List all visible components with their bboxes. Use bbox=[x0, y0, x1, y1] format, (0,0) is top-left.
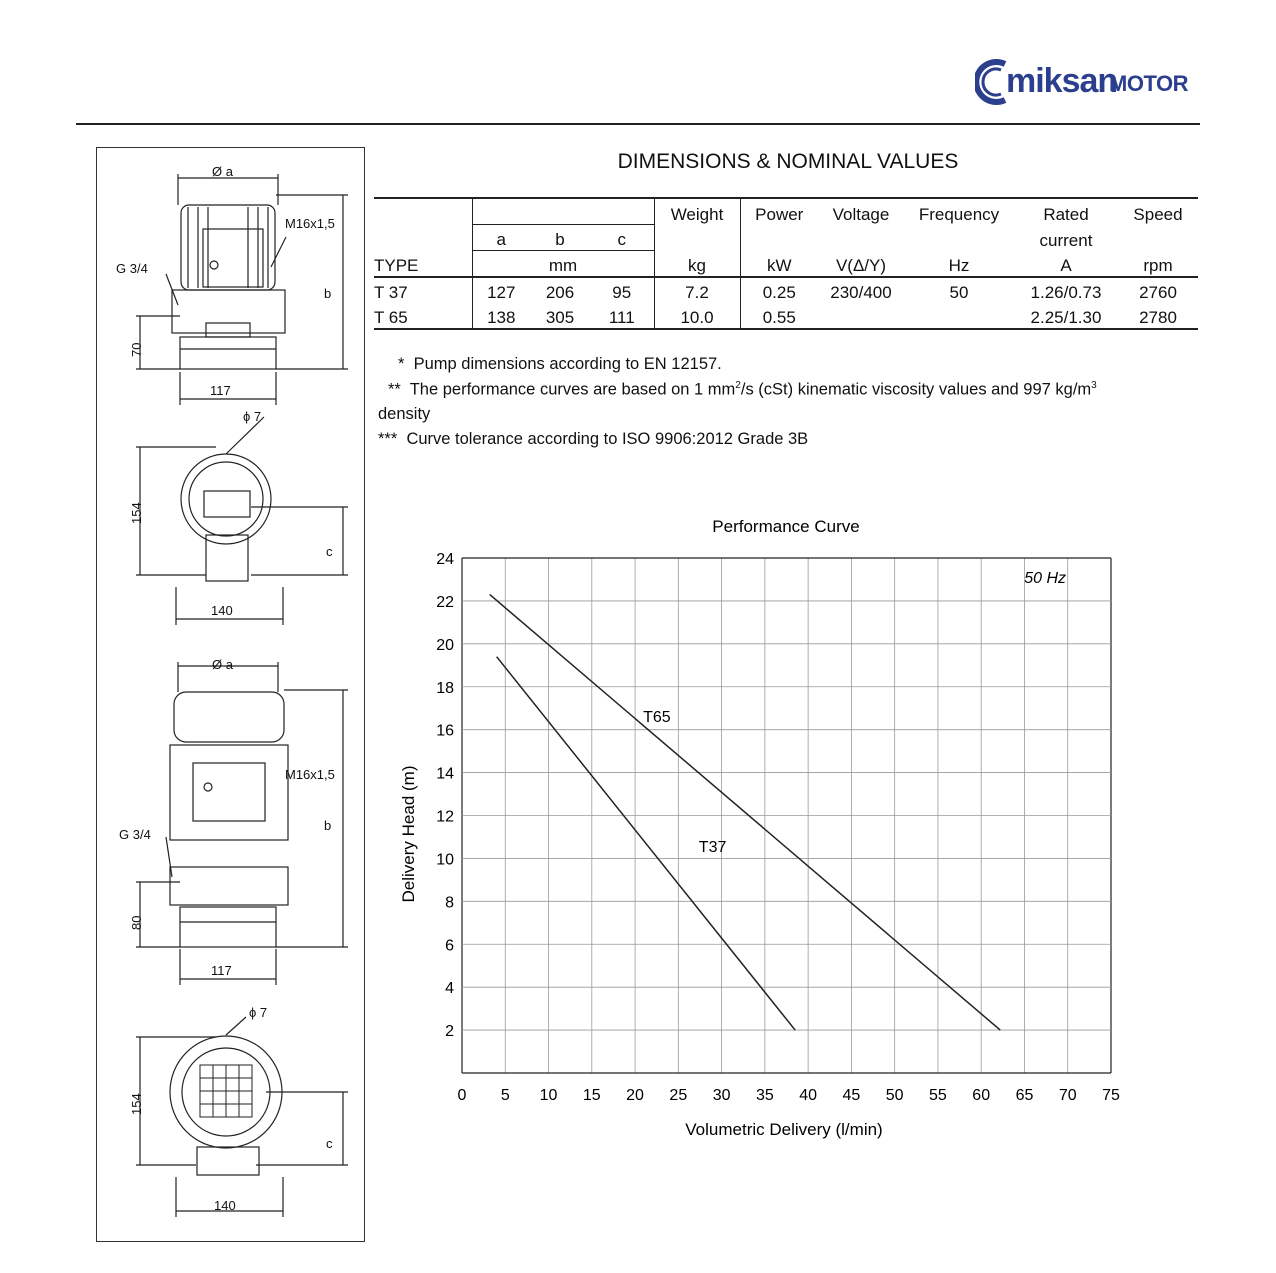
dim-diameter-a: Ø a bbox=[212, 164, 233, 179]
dim-w140: 140 bbox=[211, 603, 233, 618]
x-tick-label: 55 bbox=[929, 1087, 947, 1104]
dim-h154-2: 154 bbox=[129, 1093, 144, 1115]
note-2-text-b: /s (cSt) kinematic viscosity values and 997 kg/m bbox=[740, 380, 1092, 399]
y-tick-label: 2 bbox=[445, 1023, 454, 1041]
row-a: 127 bbox=[487, 283, 516, 302]
x-tick-label: 65 bbox=[1015, 1087, 1034, 1104]
x-tick-label: 15 bbox=[582, 1087, 601, 1104]
dim-phi7: ϕ 7 bbox=[243, 409, 262, 424]
hdr-type: TYPE bbox=[374, 251, 472, 278]
dim-w140-2: 140 bbox=[214, 1198, 236, 1213]
brand-suffix: MOTOR bbox=[1109, 71, 1188, 96]
row-voltage: 230/400 bbox=[830, 283, 892, 302]
hdr-rpm: rpm bbox=[1118, 251, 1198, 278]
y-tick-label: 8 bbox=[445, 894, 454, 912]
x-tick-label: 30 bbox=[712, 1087, 731, 1104]
dim-m16-2: M16x1,5 bbox=[285, 767, 335, 782]
dim-h80: 80 bbox=[129, 915, 144, 930]
dim-g34: G 3/4 bbox=[116, 261, 148, 276]
hdr-mm: mm bbox=[472, 251, 654, 278]
row-freq: 50 bbox=[949, 283, 969, 302]
y-tick-label: 20 bbox=[436, 636, 454, 654]
hdr-voltage: Voltage bbox=[818, 198, 904, 225]
dim-w117-2: 117 bbox=[211, 963, 232, 978]
x-tick-label: 0 bbox=[457, 1087, 467, 1104]
note-2-mark: ** bbox=[388, 380, 401, 399]
dim-g34-2: G 3/4 bbox=[119, 827, 151, 842]
hdr-v: V(Δ/Y) bbox=[818, 251, 904, 278]
chart-ticks bbox=[436, 551, 1120, 1104]
series-label-t37: T37 bbox=[698, 839, 727, 857]
row-c: 95 bbox=[590, 277, 654, 303]
table-row bbox=[374, 303, 1198, 329]
chart-title: Performance Curve bbox=[712, 517, 860, 536]
table-row bbox=[374, 277, 1198, 303]
chart-series bbox=[490, 594, 1001, 1030]
chart-annotation: 50 Hz bbox=[1024, 570, 1066, 587]
hdr-speed: Speed bbox=[1118, 198, 1198, 225]
note-1-text: Pump dimensions according to EN 12157. bbox=[413, 355, 722, 373]
hdr-current: current bbox=[1039, 230, 1093, 250]
row-speed: 2780 bbox=[1118, 303, 1198, 329]
brand-name: miksan bbox=[1006, 62, 1118, 100]
row-weight: 10.0 bbox=[654, 303, 740, 329]
x-tick-label: 25 bbox=[669, 1087, 688, 1104]
technical-drawings bbox=[96, 147, 364, 1241]
hdr-b: b bbox=[530, 225, 590, 251]
x-tick-label: 35 bbox=[755, 1087, 774, 1104]
x-tick-label: 10 bbox=[539, 1087, 558, 1104]
row-freq bbox=[904, 303, 1014, 329]
row-power: 0.55 bbox=[740, 303, 818, 329]
hdr-c: c bbox=[590, 225, 654, 251]
dim-c-2: c bbox=[326, 1136, 333, 1151]
y-tick-label: 10 bbox=[436, 851, 454, 869]
y-tick-label: 4 bbox=[445, 980, 454, 998]
note-1 bbox=[398, 355, 722, 374]
row-weight: 7.2 bbox=[654, 277, 740, 303]
y-tick-label: 16 bbox=[436, 722, 454, 740]
row-type: T 65 bbox=[374, 303, 472, 329]
dim-m16: M16x1,5 bbox=[285, 216, 335, 231]
dim-b: b bbox=[324, 286, 332, 301]
x-tick-label: 50 bbox=[885, 1087, 904, 1104]
x-tick-label: 20 bbox=[626, 1087, 644, 1104]
dim-w117: 117 bbox=[210, 383, 231, 398]
hdr-a: a bbox=[472, 225, 530, 251]
hdr-weight: Weight bbox=[654, 198, 740, 225]
chart-xlabel: Volumetric Delivery (l/min) bbox=[685, 1120, 883, 1139]
y-tick-label: 18 bbox=[436, 679, 454, 697]
hdr-kg: kg bbox=[654, 251, 740, 278]
spec-table bbox=[374, 197, 1198, 330]
row-b: 305 bbox=[530, 303, 590, 329]
row-power: 0.25 bbox=[762, 283, 796, 302]
hdr-kw: kW bbox=[740, 251, 818, 278]
note-3-mark: *** bbox=[378, 430, 398, 448]
y-tick-label: 6 bbox=[445, 937, 454, 955]
y-tick-label: 14 bbox=[436, 765, 454, 783]
hdr-frequency: Frequency bbox=[904, 198, 1014, 225]
x-tick-label: 70 bbox=[1058, 1087, 1077, 1104]
x-tick-label: 60 bbox=[972, 1087, 991, 1104]
dim-phi7-2: ϕ 7 bbox=[249, 1005, 268, 1020]
row-b: 206 bbox=[545, 283, 575, 302]
note-1-mark: * bbox=[398, 355, 405, 373]
chart-ylabel: Delivery Head (m) bbox=[399, 765, 418, 903]
y-tick-label: 24 bbox=[436, 551, 454, 568]
hdr-rated: Rated bbox=[1014, 198, 1118, 225]
series-label-t65: T65 bbox=[643, 708, 671, 726]
x-tick-label: 5 bbox=[500, 1087, 510, 1104]
y-tick-label: 12 bbox=[436, 808, 454, 826]
hdr-amp: A bbox=[1014, 251, 1118, 278]
header-rule bbox=[76, 123, 1200, 125]
dim-h154: 154 bbox=[129, 502, 144, 524]
dim-diameter-a-2: Ø a bbox=[212, 657, 233, 672]
x-tick-label: 75 bbox=[1102, 1087, 1120, 1104]
x-tick-label: 45 bbox=[842, 1087, 861, 1104]
chart-grid bbox=[462, 558, 1111, 1073]
dim-h70: 70 bbox=[129, 342, 144, 357]
performance-chart bbox=[390, 505, 1150, 1155]
row-c: 111 bbox=[590, 303, 654, 329]
row-speed: 2760 bbox=[1139, 283, 1177, 302]
hdr-hz: Hz bbox=[904, 251, 1014, 278]
row-current: 2.25/1.30 bbox=[1014, 303, 1118, 329]
note-2-cont: density bbox=[378, 405, 431, 423]
row-current: 1.26/0.73 bbox=[1030, 283, 1102, 302]
x-tick-label: 40 bbox=[799, 1087, 818, 1104]
note-2-text-a: The performance curves are based on 1 mm bbox=[409, 380, 736, 399]
note-2-sup: 2 bbox=[735, 380, 741, 391]
note-3-text: Curve tolerance according to ISO 9906:2012 Grade 3B bbox=[406, 430, 809, 448]
y-tick-label: 22 bbox=[436, 593, 454, 611]
note-3 bbox=[378, 430, 808, 449]
dim-b-2: b bbox=[324, 818, 332, 833]
note-2-sup2: 3 bbox=[1091, 380, 1097, 391]
row-voltage bbox=[818, 303, 904, 329]
row-a: 138 bbox=[472, 303, 530, 329]
row-type: T 37 bbox=[374, 277, 472, 303]
series-line-t65 bbox=[490, 594, 1001, 1030]
page-title: DIMENSIONS & NOMINAL VALUES bbox=[617, 150, 959, 173]
note-2 bbox=[388, 380, 1097, 400]
hdr-power: Power bbox=[740, 198, 818, 225]
dim-c: c bbox=[326, 544, 333, 559]
